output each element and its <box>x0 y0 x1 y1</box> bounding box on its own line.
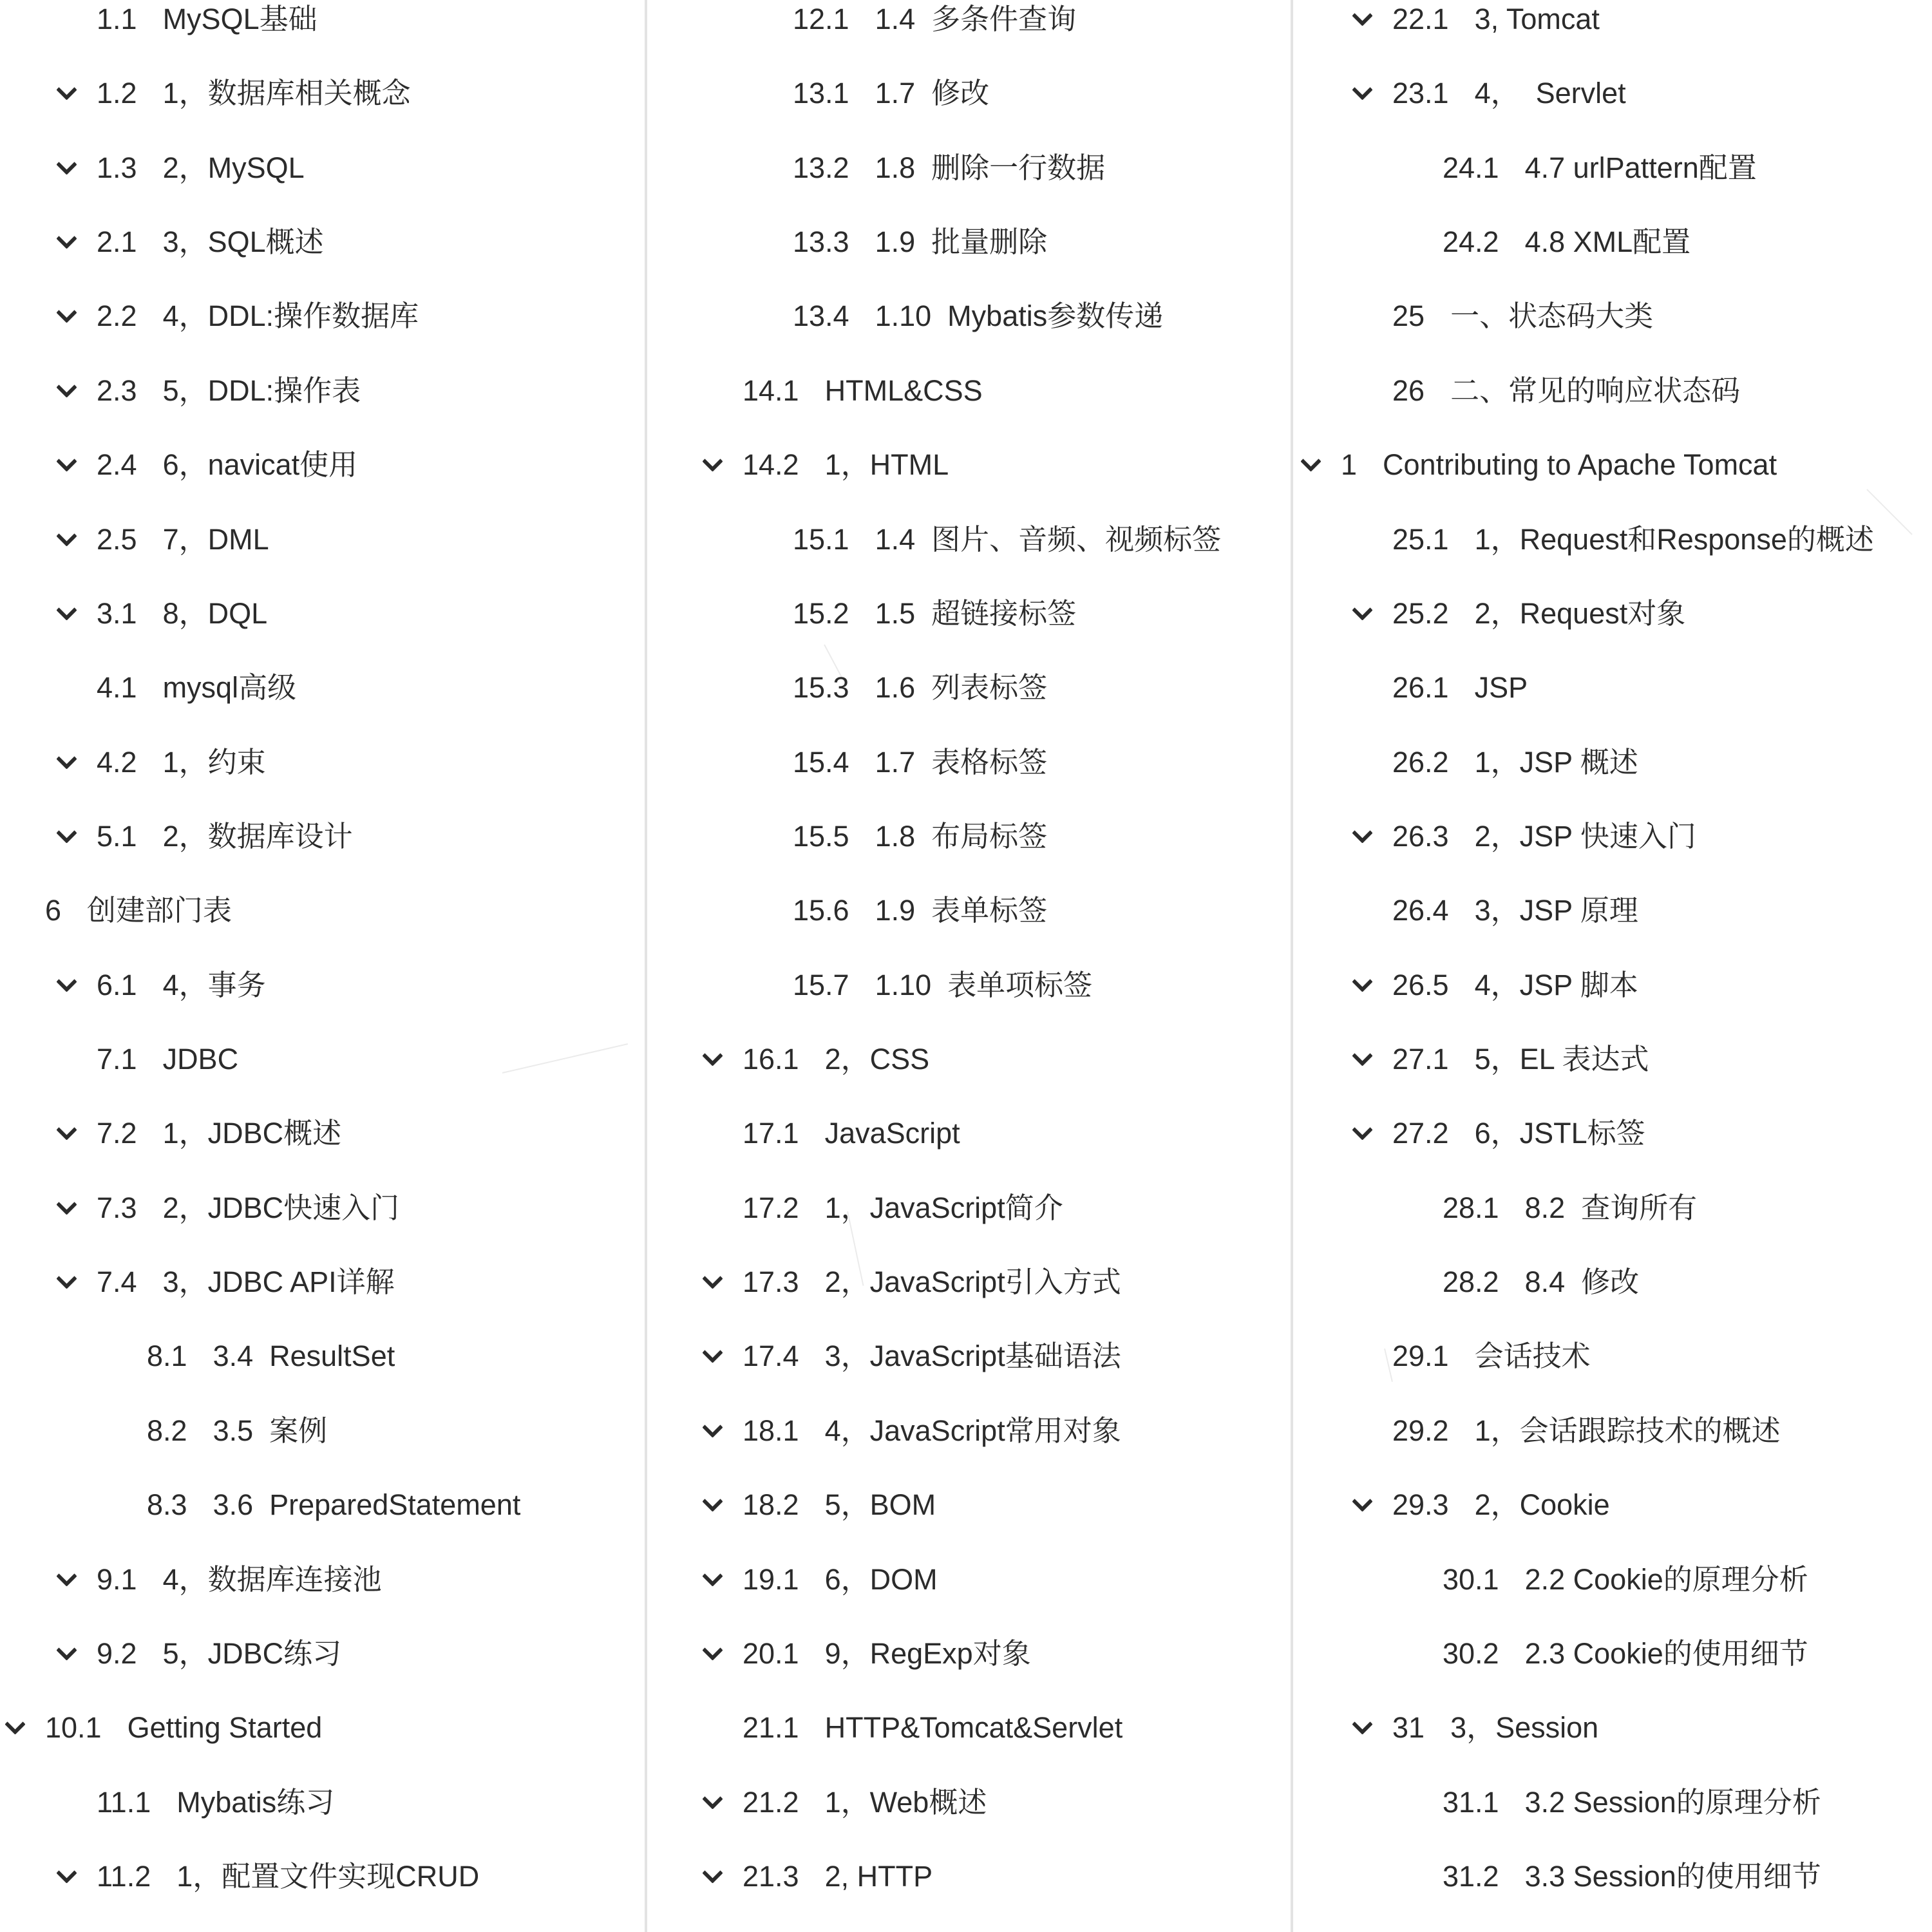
toc-item-title: 4.8 XML配置 <box>1524 225 1691 258</box>
toc-item-title: 2，数据库设计 <box>162 820 353 853</box>
toc-item-number: 5.1 <box>97 820 137 853</box>
toc-item[interactable] <box>743 1634 1031 1673</box>
toc-item-title: 7，DML <box>162 523 269 556</box>
toc-item-title: 1，JavaScript简介 <box>824 1191 1063 1224</box>
toc-item[interactable] <box>97 743 266 782</box>
toc-item-title: Contributing to Apache Tomcat <box>1383 448 1777 481</box>
toc-item[interactable] <box>1392 297 1653 336</box>
toc-item[interactable] <box>743 1783 987 1822</box>
toc-item-number: 13.4 <box>793 299 849 332</box>
toc-item[interactable] <box>97 446 357 484</box>
chevron-down-icon[interactable] <box>56 1640 77 1661</box>
toc-item[interactable] <box>97 520 269 559</box>
toc-item-number: 18.1 <box>743 1414 799 1447</box>
toc-item-number: 15.7 <box>793 969 849 1001</box>
toc-item-number: 9.2 <box>97 1637 137 1670</box>
toc-item-title: Mybatis练习 <box>176 1786 335 1819</box>
toc-item-title: mysql高级 <box>162 671 297 704</box>
toc-item-number: 19.1 <box>743 1563 799 1596</box>
toc-item-title: 2，Cookie <box>1474 1488 1610 1521</box>
toc-item-title: 1.9 批量删除 <box>875 225 1048 258</box>
toc-item-number: 4.1 <box>97 671 137 704</box>
toc-item[interactable] <box>97 668 296 707</box>
chevron-down-icon[interactable] <box>702 1045 723 1066</box>
toc-item-title: JSP <box>1474 671 1528 704</box>
chevron-down-icon[interactable] <box>1352 1714 1373 1735</box>
toc-item[interactable] <box>743 1709 1122 1747</box>
toc-item-title: 3.5 案例 <box>213 1414 328 1447</box>
toc-item-number: 26 <box>1392 374 1425 407</box>
toc-item-number: 6.1 <box>97 969 137 1001</box>
toc-item-title: 1.10 表单项标签 <box>875 969 1093 1001</box>
toc-item-number: 25.1 <box>1392 523 1449 556</box>
toc-item-number: 2.1 <box>97 225 137 258</box>
toc-item-title: 2，MySQL <box>162 151 305 184</box>
toc-item-title: 4，JavaScript常用对象 <box>824 1414 1121 1447</box>
toc-item-title: 4，DDL:操作数据库 <box>162 299 419 332</box>
toc-item-number: 31 <box>1392 1711 1425 1744</box>
toc-item-title: 3，JSP 原理 <box>1474 894 1638 927</box>
toc-item[interactable] <box>1392 743 1638 782</box>
toc-item-number: 25 <box>1392 299 1425 332</box>
toc-item-title: HTML&CSS <box>824 374 983 407</box>
toc-item-number: 25.2 <box>1392 597 1449 630</box>
toc-item[interactable] <box>147 1412 327 1450</box>
toc-item[interactable] <box>743 1114 960 1153</box>
toc-item-title: JDBC <box>162 1043 239 1075</box>
toc-item-title: 2，JSP 快速入门 <box>1474 820 1696 853</box>
toc-item[interactable] <box>1443 1560 1808 1599</box>
toc-item-title: 3，Session <box>1450 1711 1599 1744</box>
toc-item-number: 26.1 <box>1392 671 1449 704</box>
chevron-down-icon[interactable] <box>1352 5 1373 26</box>
toc-item-number: 28.2 <box>1443 1265 1499 1298</box>
chevron-down-icon[interactable] <box>56 1194 77 1215</box>
toc-item-number: 29.2 <box>1392 1414 1449 1447</box>
toc-item-title: 6，JSTL标签 <box>1474 1117 1645 1150</box>
toc-item-number: 2.4 <box>97 448 137 481</box>
toc-item-number: 1.2 <box>97 77 137 109</box>
toc-item[interactable] <box>97 1263 395 1302</box>
toc-item[interactable] <box>1392 1040 1649 1079</box>
chevron-down-icon[interactable] <box>702 1342 723 1363</box>
toc-item-number: 7.3 <box>97 1191 137 1224</box>
toc-item-title: 5，BOM <box>824 1488 936 1521</box>
toc-item-number: 31.1 <box>1443 1786 1499 1819</box>
toc-item-number: 24.2 <box>1443 225 1499 258</box>
toc-item[interactable] <box>1392 817 1696 856</box>
toc-item[interactable] <box>793 966 1092 1005</box>
toc-item-title: 1，Web概述 <box>824 1786 987 1819</box>
toc-item-number: 2.5 <box>97 523 137 556</box>
toc-item-title: 1，Request和Response的概述 <box>1474 523 1874 556</box>
toc-item[interactable] <box>1443 1263 1639 1302</box>
toc-item-number: 24.1 <box>1443 151 1499 184</box>
toc-item[interactable] <box>97 0 317 39</box>
toc-item-number: 15.1 <box>793 523 849 556</box>
chevron-down-icon[interactable] <box>702 1862 723 1884</box>
chevron-down-icon[interactable] <box>702 1268 723 1289</box>
chevron-down-icon[interactable] <box>56 526 77 547</box>
toc-item[interactable] <box>743 372 983 410</box>
toc-item-title: 5，EL 表达式 <box>1474 1043 1649 1075</box>
toc-item[interactable] <box>1392 594 1685 633</box>
chevron-down-icon[interactable] <box>1352 79 1373 100</box>
toc-item-title: 1，HTML <box>824 448 949 481</box>
toc-item[interactable] <box>1443 149 1757 187</box>
chevron-down-icon[interactable] <box>56 228 77 249</box>
toc-item-title: 1.6 列表标签 <box>875 671 1048 704</box>
chevron-down-icon[interactable] <box>1352 1491 1373 1512</box>
toc-item-title: 3，JavaScript基础语法 <box>824 1340 1121 1372</box>
toc-item-title: 3.2 Session的原理分析 <box>1524 1786 1821 1819</box>
toc-item[interactable] <box>97 372 361 410</box>
toc-item-number: 15.4 <box>793 746 849 779</box>
toc-item[interactable] <box>743 1263 1121 1302</box>
chevron-down-icon[interactable] <box>1352 600 1373 621</box>
toc-item-title: 1.8 布局标签 <box>875 820 1048 853</box>
toc-item[interactable] <box>1392 891 1638 930</box>
toc-item-number: 2.2 <box>97 299 137 332</box>
toc-item[interactable] <box>1392 74 1626 113</box>
scratch-line <box>1384 1349 1393 1382</box>
toc-item[interactable] <box>793 0 1076 39</box>
toc-item-title: 4，JSP 脚本 <box>1474 969 1638 1001</box>
toc-item-title: 1，会话跟踪技术的概述 <box>1474 1414 1781 1447</box>
toc-item-title: 8.4 修改 <box>1524 1265 1640 1298</box>
chevron-down-icon[interactable] <box>1352 1045 1373 1066</box>
toc-item-number: 8.1 <box>147 1340 187 1372</box>
toc-item-number: 29.1 <box>1392 1340 1449 1372</box>
chevron-down-icon[interactable] <box>56 451 77 472</box>
chevron-down-icon[interactable] <box>1352 971 1373 992</box>
chevron-down-icon[interactable] <box>702 1640 723 1661</box>
toc-item-number: 18.2 <box>743 1488 799 1521</box>
toc-item-number: 7.2 <box>97 1117 137 1150</box>
toc-item-number: 11.1 <box>97 1786 151 1819</box>
toc-item[interactable] <box>1443 1634 1808 1673</box>
chevron-down-icon[interactable] <box>56 79 77 100</box>
toc-item[interactable] <box>45 891 232 930</box>
toc-item-title: 3.4 ResultSet <box>213 1340 395 1372</box>
toc-item-number: 9.1 <box>97 1563 137 1596</box>
toc-item[interactable] <box>1392 372 1740 410</box>
toc-item-number: 7.1 <box>97 1043 137 1075</box>
chevron-down-icon[interactable] <box>702 1566 723 1587</box>
toc-item-number: 8.2 <box>147 1414 187 1447</box>
toc-item[interactable] <box>1392 1486 1610 1524</box>
toc-item-title: 1.7 表格标签 <box>875 746 1048 779</box>
toc-item-number: 13.3 <box>793 225 849 258</box>
toc-item-title: 2.3 Cookie的使用细节 <box>1524 1637 1808 1670</box>
toc-item-number: 17.4 <box>743 1340 799 1372</box>
toc-item[interactable] <box>97 1189 399 1227</box>
chevron-down-icon[interactable] <box>56 377 77 398</box>
toc-item-title: 1.4 图片、音频、视频标签 <box>875 523 1222 556</box>
toc-item[interactable] <box>97 149 305 187</box>
toc-item-title: 5，JDBC练习 <box>162 1637 342 1670</box>
toc-item[interactable] <box>147 1486 520 1524</box>
toc-item[interactable] <box>743 1560 938 1599</box>
chevron-down-icon[interactable] <box>702 451 723 472</box>
toc-item-number: 23.1 <box>1392 77 1449 109</box>
toc-item-number: 11.2 <box>97 1860 151 1893</box>
toc-item-number: 17.2 <box>743 1191 799 1224</box>
toc-item-title: 1.5 超链接标签 <box>875 597 1077 630</box>
toc-item-number: 15.3 <box>793 671 849 704</box>
toc-item[interactable] <box>97 297 419 336</box>
toc-item-title: 1，配置文件实现CRUD <box>176 1860 480 1893</box>
toc-item-title: JavaScript <box>824 1117 960 1150</box>
chevron-down-icon[interactable] <box>56 971 77 992</box>
toc-item[interactable] <box>793 743 1047 782</box>
toc-item-title: 1.9 表单标签 <box>875 894 1048 927</box>
toc-item[interactable] <box>793 74 989 113</box>
toc-item-number: 26.3 <box>1392 820 1449 853</box>
toc-item-title: 1，数据库相关概念 <box>162 77 411 109</box>
toc-item[interactable] <box>97 1114 341 1153</box>
toc-item[interactable] <box>1392 1412 1781 1450</box>
toc-item[interactable] <box>1392 520 1874 559</box>
toc-item-title: 9，RegExp对象 <box>824 1637 1031 1670</box>
toc-item-title: 2, HTTP <box>824 1860 933 1893</box>
toc-item-number: 21.1 <box>743 1711 799 1744</box>
chevron-down-icon[interactable] <box>56 1119 77 1141</box>
toc-item-title: 1.4 多条件查询 <box>875 3 1077 35</box>
chevron-down-icon[interactable] <box>1300 451 1321 472</box>
toc-item-title: 2.2 Cookie的原理分析 <box>1524 1563 1808 1596</box>
toc-item-number: 22.1 <box>1392 3 1449 35</box>
column-divider <box>1291 0 1293 1932</box>
toc-item-title: HTTP&Tomcat&Servlet <box>824 1711 1123 1744</box>
toc-item-title: 3, Tomcat <box>1474 3 1600 35</box>
toc-item-number: 17.3 <box>743 1265 799 1298</box>
chevron-down-icon[interactable] <box>702 1417 723 1438</box>
toc-item-title: Getting Started <box>127 1711 323 1744</box>
toc-item[interactable] <box>743 1040 929 1079</box>
toc-item[interactable] <box>97 1560 382 1599</box>
chevron-down-icon[interactable] <box>56 748 77 770</box>
toc-item-number: 1.3 <box>97 151 137 184</box>
toc-item-title: 1，约束 <box>162 746 266 779</box>
scratch-line <box>502 1043 628 1074</box>
column-divider <box>645 0 647 1932</box>
toc-item-title: 4，数据库连接池 <box>162 1563 382 1596</box>
toc-item-number: 28.1 <box>1443 1191 1499 1224</box>
toc-item[interactable] <box>793 668 1047 707</box>
chevron-down-icon[interactable] <box>56 154 77 175</box>
toc-item-number: 26.4 <box>1392 894 1449 927</box>
toc-item-number: 30.1 <box>1443 1563 1499 1596</box>
toc-item-number: 1 <box>1341 448 1358 481</box>
toc-item[interactable] <box>1443 1857 1821 1896</box>
toc-item-number: 13.1 <box>793 77 849 109</box>
toc-item-title: 4.7 urlPattern配置 <box>1524 151 1757 184</box>
toc-item[interactable] <box>97 966 266 1005</box>
chevron-down-icon[interactable] <box>702 1491 723 1512</box>
toc-item-number: 21.3 <box>743 1860 799 1893</box>
toc-item-number: 27.1 <box>1392 1043 1449 1075</box>
toc-item[interactable] <box>793 817 1047 856</box>
toc-item[interactable] <box>45 1709 322 1747</box>
toc-item[interactable] <box>97 594 267 633</box>
chevron-down-icon[interactable] <box>5 1714 26 1735</box>
toc-item-title: 2，CSS <box>824 1043 930 1075</box>
toc-item-number: 16.1 <box>743 1043 799 1075</box>
toc-item-number: 30.2 <box>1443 1637 1499 1670</box>
toc-item-title: 4， Servlet <box>1474 77 1626 109</box>
toc-item-title: 5，DDL:操作表 <box>162 374 361 407</box>
toc-item-number: 13.2 <box>793 151 849 184</box>
toc-item[interactable] <box>97 74 411 113</box>
toc-item-title: 二、常见的响应状态码 <box>1450 374 1741 407</box>
toc-item[interactable] <box>743 1857 933 1896</box>
toc-item-title: MySQL基础 <box>162 3 317 35</box>
toc-item[interactable] <box>1392 1337 1591 1376</box>
toc-item[interactable] <box>1341 446 1777 484</box>
toc-item-number: 29.3 <box>1392 1488 1449 1521</box>
toc-item-number: 6 <box>45 894 62 927</box>
toc-item-title: 8，DQL <box>162 597 268 630</box>
toc-item-title: 2，JavaScript引入方式 <box>824 1265 1121 1298</box>
toc-item-number: 1.1 <box>97 3 137 35</box>
toc-item-title: 创建部门表 <box>87 894 232 927</box>
toc-item[interactable] <box>97 817 353 856</box>
toc-item-title: 1.10 Mybatis参数传递 <box>875 299 1164 332</box>
chevron-down-icon[interactable] <box>1352 822 1373 844</box>
toc-item[interactable] <box>743 1189 1063 1227</box>
toc-item-title: 3，SQL概述 <box>162 225 324 258</box>
toc-item[interactable] <box>793 223 1047 261</box>
toc-item-title: 3.3 Session的使用细节 <box>1524 1860 1821 1893</box>
toc-item[interactable] <box>793 297 1163 336</box>
toc-item[interactable] <box>793 520 1221 559</box>
toc-item-number: 20.1 <box>743 1637 799 1670</box>
toc-item-title: 8.2 查询所有 <box>1524 1191 1698 1224</box>
toc-item-title: 1.7 修改 <box>875 77 990 109</box>
toc-item-number: 15.6 <box>793 894 849 927</box>
chevron-down-icon[interactable] <box>702 1788 723 1810</box>
toc-item-number: 4.2 <box>97 746 137 779</box>
toc-item-number: 14.2 <box>743 448 799 481</box>
toc-item-title: 会话技术 <box>1474 1340 1591 1372</box>
toc-item-number: 3.1 <box>97 597 137 630</box>
toc-item-title: 3，JDBC API详解 <box>162 1265 395 1298</box>
toc-item[interactable] <box>793 149 1105 187</box>
chevron-down-icon[interactable] <box>56 1566 77 1587</box>
toc-item-number: 2.3 <box>97 374 137 407</box>
toc-item-title: 1，JSP 概述 <box>1474 746 1638 779</box>
toc-item[interactable] <box>743 1337 1121 1376</box>
toc-item-number: 15.5 <box>793 820 849 853</box>
chevron-down-icon[interactable] <box>56 302 77 323</box>
chevron-down-icon[interactable] <box>56 1268 77 1289</box>
toc-item-title: 2，Request对象 <box>1474 597 1686 630</box>
toc-item[interactable] <box>97 1857 479 1896</box>
toc-item-number: 7.4 <box>97 1265 137 1298</box>
toc-item[interactable] <box>1443 1783 1821 1822</box>
toc-item-title: 一、状态码大类 <box>1450 299 1654 332</box>
toc-item[interactable] <box>97 1783 334 1822</box>
toc-item[interactable] <box>743 1412 1121 1450</box>
toc-item[interactable] <box>743 446 949 484</box>
toc-item[interactable] <box>793 594 1076 633</box>
toc-item[interactable] <box>1392 1114 1645 1153</box>
toc-item[interactable] <box>97 1634 341 1673</box>
toc-item-number: 14.1 <box>743 374 799 407</box>
toc-item-number: 15.2 <box>793 597 849 630</box>
toc-item[interactable] <box>743 1486 936 1524</box>
toc-item-number: 8.3 <box>147 1488 187 1521</box>
chevron-down-icon[interactable] <box>56 1862 77 1884</box>
toc-item-title: 1，JDBC概述 <box>162 1117 342 1150</box>
toc-item[interactable] <box>1392 1709 1598 1747</box>
toc-item-title: 2，JDBC快速入门 <box>162 1191 400 1224</box>
toc-item-title: 4，事务 <box>162 969 266 1001</box>
chevron-down-icon[interactable] <box>1352 1119 1373 1141</box>
toc-item-number: 26.5 <box>1392 969 1449 1001</box>
toc-item-number: 17.1 <box>743 1117 799 1150</box>
toc-item[interactable] <box>1392 966 1638 1005</box>
toc-item[interactable] <box>1443 1189 1697 1227</box>
toc-item-number: 27.2 <box>1392 1117 1449 1150</box>
toc-item-number: 12.1 <box>793 3 849 35</box>
toc-item[interactable] <box>1392 668 1528 707</box>
toc-item[interactable] <box>1392 0 1600 39</box>
toc-item-title: 6，DOM <box>824 1563 938 1596</box>
chevron-down-icon[interactable] <box>56 600 77 621</box>
toc-item[interactable] <box>1443 223 1690 261</box>
chevron-down-icon[interactable] <box>56 822 77 844</box>
toc-item-title: 3.6 PreparedStatement <box>213 1488 521 1521</box>
toc-item-title: 1.8 删除一行数据 <box>875 151 1106 184</box>
toc-item-title: 6，navicat使用 <box>162 448 358 481</box>
toc-item-number: 10.1 <box>45 1711 102 1744</box>
toc-item[interactable] <box>147 1337 395 1376</box>
toc-item[interactable] <box>793 891 1047 930</box>
toc-item-number: 21.2 <box>743 1786 799 1819</box>
toc-item-number: 26.2 <box>1392 746 1449 779</box>
toc-item-number: 31.2 <box>1443 1860 1499 1893</box>
toc-item[interactable] <box>97 1040 238 1079</box>
toc-item[interactable] <box>97 223 324 261</box>
